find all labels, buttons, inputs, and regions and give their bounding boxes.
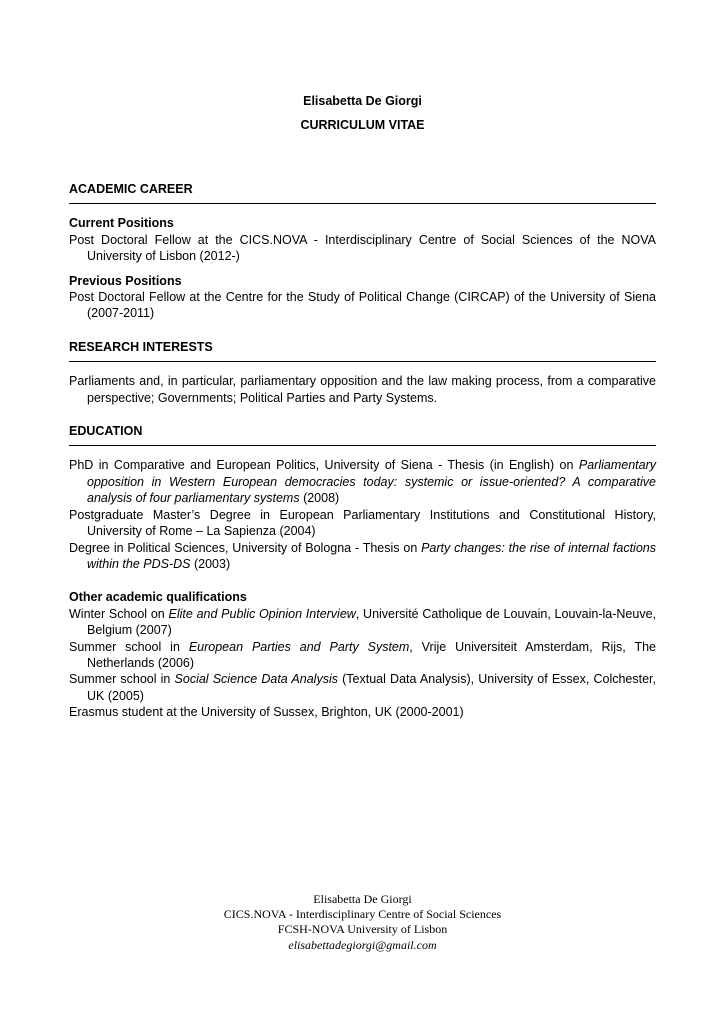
footer-centre: CICS.NOVA - Interdisciplinary Centre of Social Sciences (223, 907, 502, 922)
qualification-text: Summer school in (69, 639, 189, 654)
phd-thesis-title: Parliamentary opposition in Western European democracies today: systemic or issue-oriented? A comparative analysis of four parliamentary systems (87, 458, 656, 506)
qualification-text: (Textual Data Analysis), University of Essex, Colchester, UK (2005) (87, 672, 657, 703)
section-heading-research-interests: RESEARCH INTERESTS (69, 339, 213, 354)
section-heading-academic-career: ACADEMIC CAREER (69, 182, 193, 196)
footer-email: elisabettadegiorgi@gmail.com (288, 937, 437, 952)
degree-thesis-title: Party changes: the rise of internal factions within the PDS-DS (87, 540, 656, 571)
footer-university: FCSH-NOVA University of Lisbon (277, 922, 448, 937)
previous-positions-heading: Previous Positions (69, 273, 182, 288)
qualification-entry: Erasmus student at the University of Sussex, Brighton, UK (2000-2001) (69, 705, 464, 720)
cv-body (69, 181, 656, 721)
qualification-title: European Parties and Party System (188, 639, 410, 654)
phd-year: (2008) (299, 491, 340, 506)
current-positions-heading: Current Positions (69, 216, 174, 231)
qualification-text: , Université Catholique de Louvain, Louvain-la-Neuve, Belgium (2007) (87, 606, 656, 638)
section-divider (69, 361, 656, 362)
education-entry-phd (69, 457, 656, 506)
qualification-title: Social Science Data Analysis (174, 672, 338, 687)
education-entry-degree (69, 540, 656, 573)
qualification-text: Winter School on (69, 606, 169, 621)
phd-text: PhD in Comparative and European Politics, University of Siena - Thesis (in English) on (69, 458, 579, 473)
page-footer (0, 892, 725, 953)
qualification-entry (69, 606, 656, 639)
other-qualifications-heading: Other academic qualifications (69, 590, 247, 605)
section-divider (69, 203, 656, 204)
qualification-text: , Vrije Universiteit Amsterdam, Rijs, The Netherlands (2006) (87, 639, 656, 670)
current-position-entry: Post Doctoral Fellow at the CICS.NOVA - Interdisciplinary Centre of Social Sciences of the NOVA University of Lisbon (2012-) (69, 232, 656, 264)
qualification-title: Elite and Public Opinion Interview (168, 606, 356, 621)
footer-name: Elisabetta De Giorgi (313, 892, 412, 906)
research-interests-text: Parliaments and, in particular, parliamentary opposition and the law making process, from a comparative perspective; Governments; Political Parties and Party Systems. (69, 374, 656, 405)
author-name: Elisabetta De Giorgi (303, 94, 422, 108)
section-divider (69, 445, 656, 446)
previous-position-entry: Post Doctoral Fellow at the Centre for the Study of Political Change (CIRCAP) of the University of Siena (2007-2011) (69, 290, 656, 321)
qualification-text: Summer school in (69, 672, 175, 687)
degree-year: (2003) (190, 556, 231, 571)
degree-text: Degree in Political Sciences, University of Bologna - Thesis on (69, 540, 422, 555)
qualification-entry (69, 639, 656, 672)
education-entry-masters: Postgraduate Master’s Degree in European Parliamentary Institutions and Constitutional History, University of Rome – La Sapienza (2004) (69, 507, 656, 539)
document-title: CURRICULUM VITAE (300, 118, 425, 132)
qualification-entry (69, 671, 656, 704)
section-heading-education: EDUCATION (69, 424, 143, 439)
